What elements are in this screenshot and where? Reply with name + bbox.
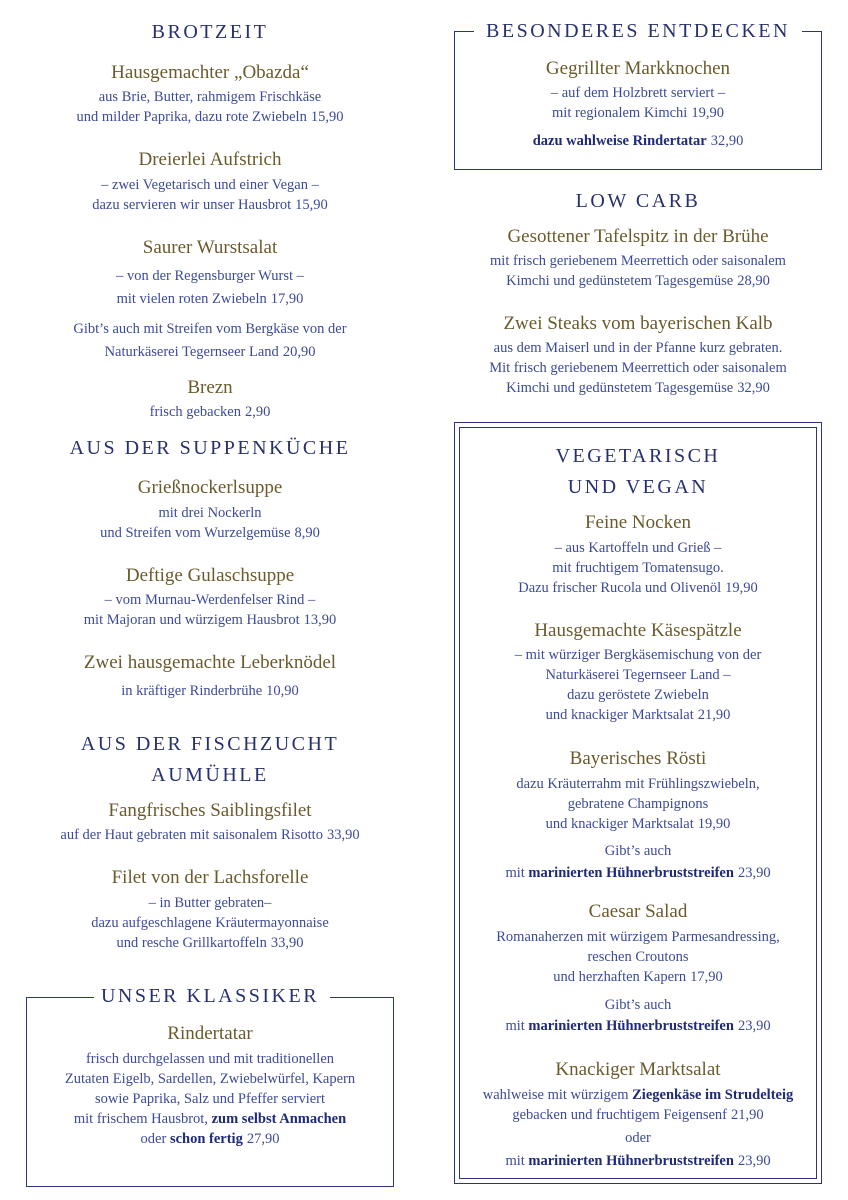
price: 21,90 [697,707,731,723]
item-desc-wurstsalat: – von der Regensburger Wurst – mit vielen roten Zwiebeln 17,90 [116,268,304,307]
price: 17,90 [270,291,304,307]
item-desc-marktsalat: wahlweise mit würzigem Ziegenkäse im Strudelteig gebacken und fruchtigem Feigensenf 21,90 oder mit marinierten Hühnerbruststreifen 23,90 [482,1087,794,1169]
price: 23,90 [737,865,771,881]
price: 13,90 [303,612,337,628]
item-desc-markknochen: – auf dem Holzbrett serviert – mit regionalem Kimchi 19,90 [550,85,726,121]
frame-vegetarisch [454,422,822,1184]
item-title-caesar: Caesar Salad [588,901,688,922]
price: 20,90 [282,344,316,360]
price: 17,90 [690,969,723,985]
price: 33,90 [270,935,304,951]
price: 8,90 [294,525,320,541]
item-extra-wurstsalat: Gibt’s auch mit Streifen vom Bergkäse von der Naturkäserei Tegernseer Land 20,90 [73,321,347,360]
price: 10,90 [266,683,299,699]
price: 15,90 [295,197,328,213]
item-extra-roesti: Gibt’s auch mit marinierten Hühnerbruststreifen 23,90 [505,843,771,881]
item-desc-obazda: aus Brie, Butter, rahmigem Frischkäse und milder Paprika, dazu rote Zwiebeln 15,90 [76,89,344,125]
section-title-brotzeit: BROTZEIT [151,21,269,43]
item-desc-tafelspitz: mit frisch geriebenem Meerrettich oder saisonalem Kimchi und gedünstetem Tagesgemüse 28,90 [490,253,786,289]
price: 19,90 [697,816,731,832]
item-title-kalbssteaks: Zwei Steaks vom bayerischen Kalb [503,313,773,334]
item-desc-nocken: – aus Kartoffeln und Grieß – mit fruchtigem Tomatensugo. Dazu frischer Rucola und Olivenöl 19,90 [518,540,758,596]
frame-besonderes [454,20,822,170]
item-title-saibling: Fangfrisches Saiblingsfilet [108,800,312,821]
price: 23,90 [737,1153,771,1169]
item-desc-brezn: frisch gebacken 2,90 [149,404,271,420]
price: 19,90 [691,105,724,121]
price: 27,90 [246,1131,280,1147]
item-title-lachsforelle: Filet von der Lachsforelle [111,867,309,888]
item-title-kaesespaetzle: Hausgemachte Käsespätzle [534,620,742,641]
item-title-tafelspitz: Gesottener Tafelspitz in der Brühe [507,226,769,247]
price: 21,90 [730,1107,764,1123]
price: 32,90 [737,380,770,396]
item-desc-saibling: auf der Haut gebraten mit saisonalem Risotto 33,90 [60,827,360,843]
item-title-nocken: Feine Nocken [584,512,692,533]
item-title-rindertatar: Rindertatar [167,1023,253,1044]
price: 23,90 [737,1018,771,1034]
item-desc-kalbssteaks: aus dem Maiserl und in der Pfanne kurz gebraten. Mit frisch geriebenem Meerrettich oder saisonalem Kimchi und gedünstetem Tagesgemüse 32,90 [489,340,787,396]
section-title-besonderes: BESONDERES ENTDECKEN [486,20,790,42]
section-title-lowcarb: LOW CARB [575,190,701,212]
item-desc-aufstrich: – zwei Vegetarisch und einer Vegan – dazu servieren wir unser Hausbrot 15,90 [92,177,328,213]
item-title-marktsalat: Knackiger Marktsalat [555,1059,721,1080]
item-title-markknochen: Gegrillter Markknochen [545,58,731,79]
item-title-wurstsalat: Saurer Wurstsalat [142,237,278,258]
frame-klassiker [26,985,394,1187]
item-desc-griessnockerl: mit drei Nockerln und Streifen vom Wurzelgemüse 8,90 [100,505,320,541]
item-title-brezn: Brezn [187,377,233,398]
item-desc-leberknoedel: in kräftiger Rinderbrühe 10,90 [121,683,299,699]
item-title-aufstrich: Dreierlei Aufstrich [138,149,282,170]
price: 15,90 [310,109,344,125]
item-extra-markknochen: dazu wahlweise Rindertatar 32,90 [532,133,744,149]
section-title-fisch: AUS DER FISCHZUCHT AUMÜHLE [80,733,340,786]
price: 32,90 [710,133,744,149]
item-title-griessnockerl: Grießnockerlsuppe [137,477,283,498]
price: 2,90 [245,404,271,420]
item-desc-gulasch: – vom Murnau-Werdenfelser Rind – mit Majoran und würzigem Hausbrot 13,90 [83,592,337,628]
section-title-klassiker: UNSER KLASSIKER [100,985,320,1007]
item-desc-roesti: dazu Kräuterrahm mit Frühlingszwiebeln, gebratene Champignons und knackiger Marktsalat 19,90 [516,776,760,832]
item-desc-rindertatar: frisch durchgelassen und mit traditionellen Zutaten Eigelb, Sardellen, Zwiebelwürfel, Kapern sowie Paprika, Salz und Pfeffer serviert mit frischem Hausbrot, zum selbst Anmachen oder schon fertig 27,90 [64,1051,356,1147]
item-title-leberknoedel: Zwei hausgemachte Leberknödel [83,652,337,673]
price: 19,90 [725,580,758,596]
section-title-suppe: AUS DER SUPPENKÜCHE [69,437,351,459]
item-title-roesti: Bayerisches Rösti [569,748,707,769]
item-desc-lachsforelle: – in Butter gebraten– dazu aufgeschlagene Kräutermayonnaise und resche Grillkartoffeln 33,90 [91,895,329,951]
price: 33,90 [326,827,360,843]
item-extra-caesar: Gibt’s auch mit marinierten Hühnerbruststreifen 23,90 [505,997,771,1034]
item-desc-kaesespaetzle: – mit würziger Bergkäsemischung von der Naturkäserei Tegernseer Land – dazu geröstete Zwiebeln und knackiger Marktsalat 21,90 [514,647,762,723]
item-desc-caesar: Romanaherzen mit würzigem Parmesandressing, reschen Croutons und herzhaften Kapern 17,90 [496,929,780,985]
item-title-obazda: Hausgemachter „Obazda“ [111,62,309,83]
price: 28,90 [737,273,770,289]
item-title-gulasch: Deftige Gulaschsuppe [125,565,295,586]
section-title-vegetarisch: VEGETARISCH UND VEGAN [555,445,721,498]
